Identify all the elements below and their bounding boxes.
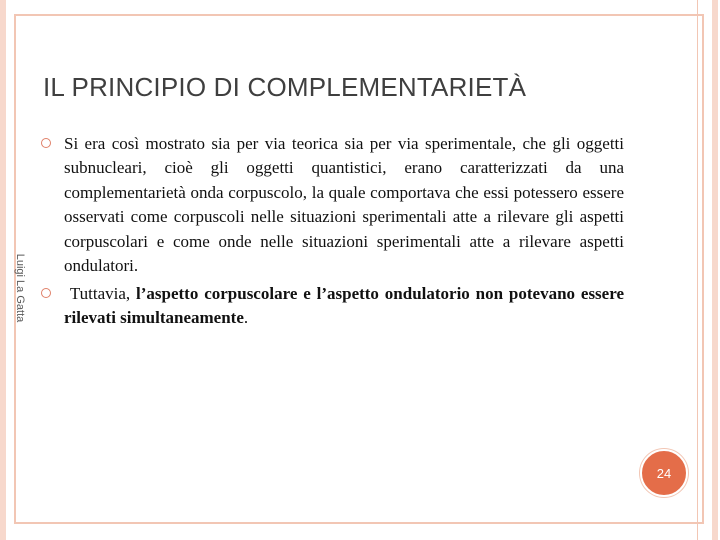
bullet-circle-icon	[41, 288, 51, 298]
author-vertical-label	[12, 253, 28, 323]
bullet-paragraph-1: Si era così mostrato sia per via teorica sia per via sperimentale, che gli oggetti subnucleari, cioè gli oggetti quantistici, erano caratterizzati da una complementarietà onda corpuscolo, la quale comportava che essi potessero essere osservati come corpuscoli nelle situazioni sperimentali atte a rilevare gli aspetti corpuscolari e come onde nelle situazioni sperimentali atte a rilevare aspetti ondulatori.	[64, 134, 624, 276]
right-decorative-stripe	[712, 0, 718, 540]
left-decorative-stripe	[0, 0, 6, 540]
page-number: 24	[656, 465, 672, 481]
bullet-2-bold-text: l’aspetto corpuscolare e l’aspetto ondulatorio non potevano essere rilevati simultaneamente	[64, 284, 625, 328]
bullet-2-lead: Tuttavia,	[69, 284, 137, 303]
page-number-badge	[640, 449, 688, 497]
slide-title: IL PRINCIPIO DI COMPLEMENTARIETÀ	[43, 72, 527, 102]
bullet-2-end: .	[243, 308, 249, 328]
bullet-circle-icon	[41, 138, 51, 148]
author-name: Luigi La Gatta	[14, 253, 26, 323]
bullet-paragraph-2	[64, 282, 624, 331]
